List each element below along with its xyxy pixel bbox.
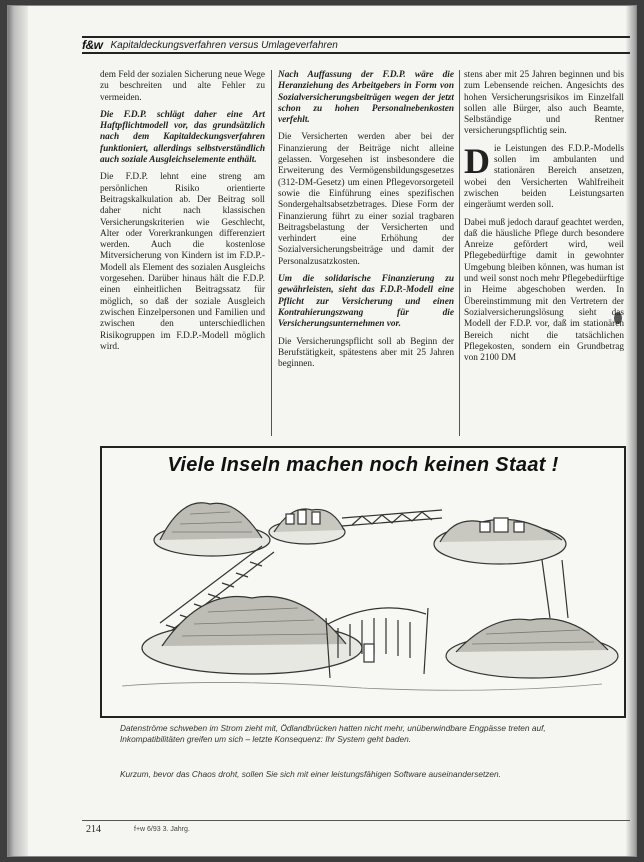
text-column-3 [464, 70, 624, 440]
page-header [82, 36, 630, 54]
text-column-1 [100, 70, 265, 438]
bold-paragraph: Die F.D.P. schlägt daher eine Art Haftpflichtmodell vor, das grundsätzlich nach dem Kapitaldeckungsverfahren funktioniert, allerdings selbstverständlich auch soziale Ausgleichselemente enthält. [100, 109, 265, 166]
islands-drawing [102, 448, 624, 716]
magazine-page [8, 6, 636, 856]
paragraph: dem Feld der sozialen Sicherung neue Wege zu beschreiten und alte Fehler zu vermeiden. [100, 70, 265, 103]
cartoon-title: Viele Inseln machen noch keinen Staat ! [167, 454, 559, 476]
paragraph: Die Versicherungspflicht soll ab Beginn der Berufstätigkeit, spätestens aber mit 25 Jahren beginnen. [278, 336, 454, 370]
paragraph-text: ie Leistungen des F.D.P.-Modells sollen im ambulanten und stationären Bereich ansetzen, wobei den Versicherten Wahlfreiheit zwischen beiden Leistungsarten eingeräumt werden soll. [464, 143, 624, 211]
running-title: Kapitaldeckungsverfahren versus Umlageverfahren [110, 39, 338, 51]
bold-paragraph: Um die solidarische Finanzierung zu gewährleisten, sieht das F.D.P.-Modell eine Pflicht zur Versicherung und einen Kontrahierungszwang für die Versicherungsunternehmen vor. [278, 274, 454, 330]
column-rule [459, 70, 460, 436]
paragraph: Die F.D.P. lehnt eine streng am persönlichen Risiko orientierte Beitragskalkulation ab. Der Beitrag soll daher nicht nach klassischen Versicherungskriterien wie Geschlecht, Alter oder Vorerkrankungen differenziert werden. Auch die kostenlose Mitversicherung von Kindern ist im F.D.P.-Modell als Element des sozialen Ausgleichs vorgesehen. Darüber hinaus hält die F.D.P. einen einheitlichen Beitragssatz für möglich, so daß der soziale Ausgleich zwischen Einzelpersonen und Familien und zwischen den unterschiedlichen Risikogruppen im F.D.P.-Modell möglich wird. [100, 172, 265, 352]
cartoon-caption: Kurzum, bevor das Chaos droht, sollen Sie sich mit einer leistungsfähigen Software auseinandersetzen. [120, 769, 501, 779]
water-line-icon [122, 682, 602, 690]
truss-bridge-icon [342, 510, 442, 526]
journal-logo: f&w [82, 38, 103, 52]
text-column-2 [278, 70, 454, 440]
cartoon-illustration [100, 446, 626, 718]
bold-paragraph: Nach Auffassung der F.D.P. wäre die Heranziehung des Arbeitgebers in Form von Sozialversicherungsbeiträgen wegen der jetzt schon zu hohen Personalnebenkosten verfehlt. [278, 70, 454, 126]
column-rule [271, 70, 272, 436]
page-edge-shadow [626, 6, 636, 856]
paragraph: stens aber mit 25 Jahren beginnen und bis zum Lebensende reichen. Angesichts des hohen Versicherungsrisikos im Einzelfall sollen alle Bürger, also auch Beamte, Selbständige und Rentner versicherungspflichtig sein. [464, 70, 624, 137]
cartoon-caption: Datenströme schweben im Strom zieht mit, Ödlandbrücken hatten nicht mehr, unüberwindbare Engpässe treten auf, Inkompatibilitäten greifen um sich – letzte Konsequenz: Ihr System geht baden. [120, 723, 546, 744]
page-number: 214 [86, 824, 101, 835]
paragraph-with-dropcap [464, 140, 624, 212]
book-spine-shadow [8, 6, 28, 856]
drop-cap: D [464, 140, 490, 181]
footer-rule [82, 820, 630, 821]
island-left-icon [154, 503, 270, 556]
footer-text: f+w 6/93 3. Jahrg. [134, 826, 190, 833]
paragraph: Dabei muß jedoch darauf geachtet werden, daß die häusliche Pflege durch besondere Anreize gefördert wird, weil Pflegebedürftige damit in gewohnter Umgebung bleiben können, was human ist und weil sonst noch mehr Pflegebedürftige in Heime abgeschoben werden. In Übereinstimmung mit den Vertretern der Sozialversicherungslösung sieht das Modell der F.D.P. vor, daß im stationären Bereich nicht die tatsächlichen Pflegekosten, sondern ein Grundbetrag von 2100 DM [464, 217, 624, 364]
paragraph: Die Versicherten werden aber bei der Finanzierung der Beiträge nicht alleine gelassen. Vorgesehen ist insbesondere die Erweiterung des Vermögensbildungsgesetzes (312-DM-Gesetz) um einen Pflegevorsorgeteil sowie die Einführung eines spezifischen Sondergehaltsabsetzbetrages. Diese Form der Finanzierung führt zu einer sozial tragbaren Beitragsbelastung der Versicherten und verhindert eine Erhöhung der Sozialversicherungsbeiträge und damit der Personalzusatzkosten. [278, 132, 454, 267]
island-right-icon [434, 518, 566, 564]
island-center-icon [269, 509, 345, 544]
island-bottom-right-icon [446, 560, 618, 678]
